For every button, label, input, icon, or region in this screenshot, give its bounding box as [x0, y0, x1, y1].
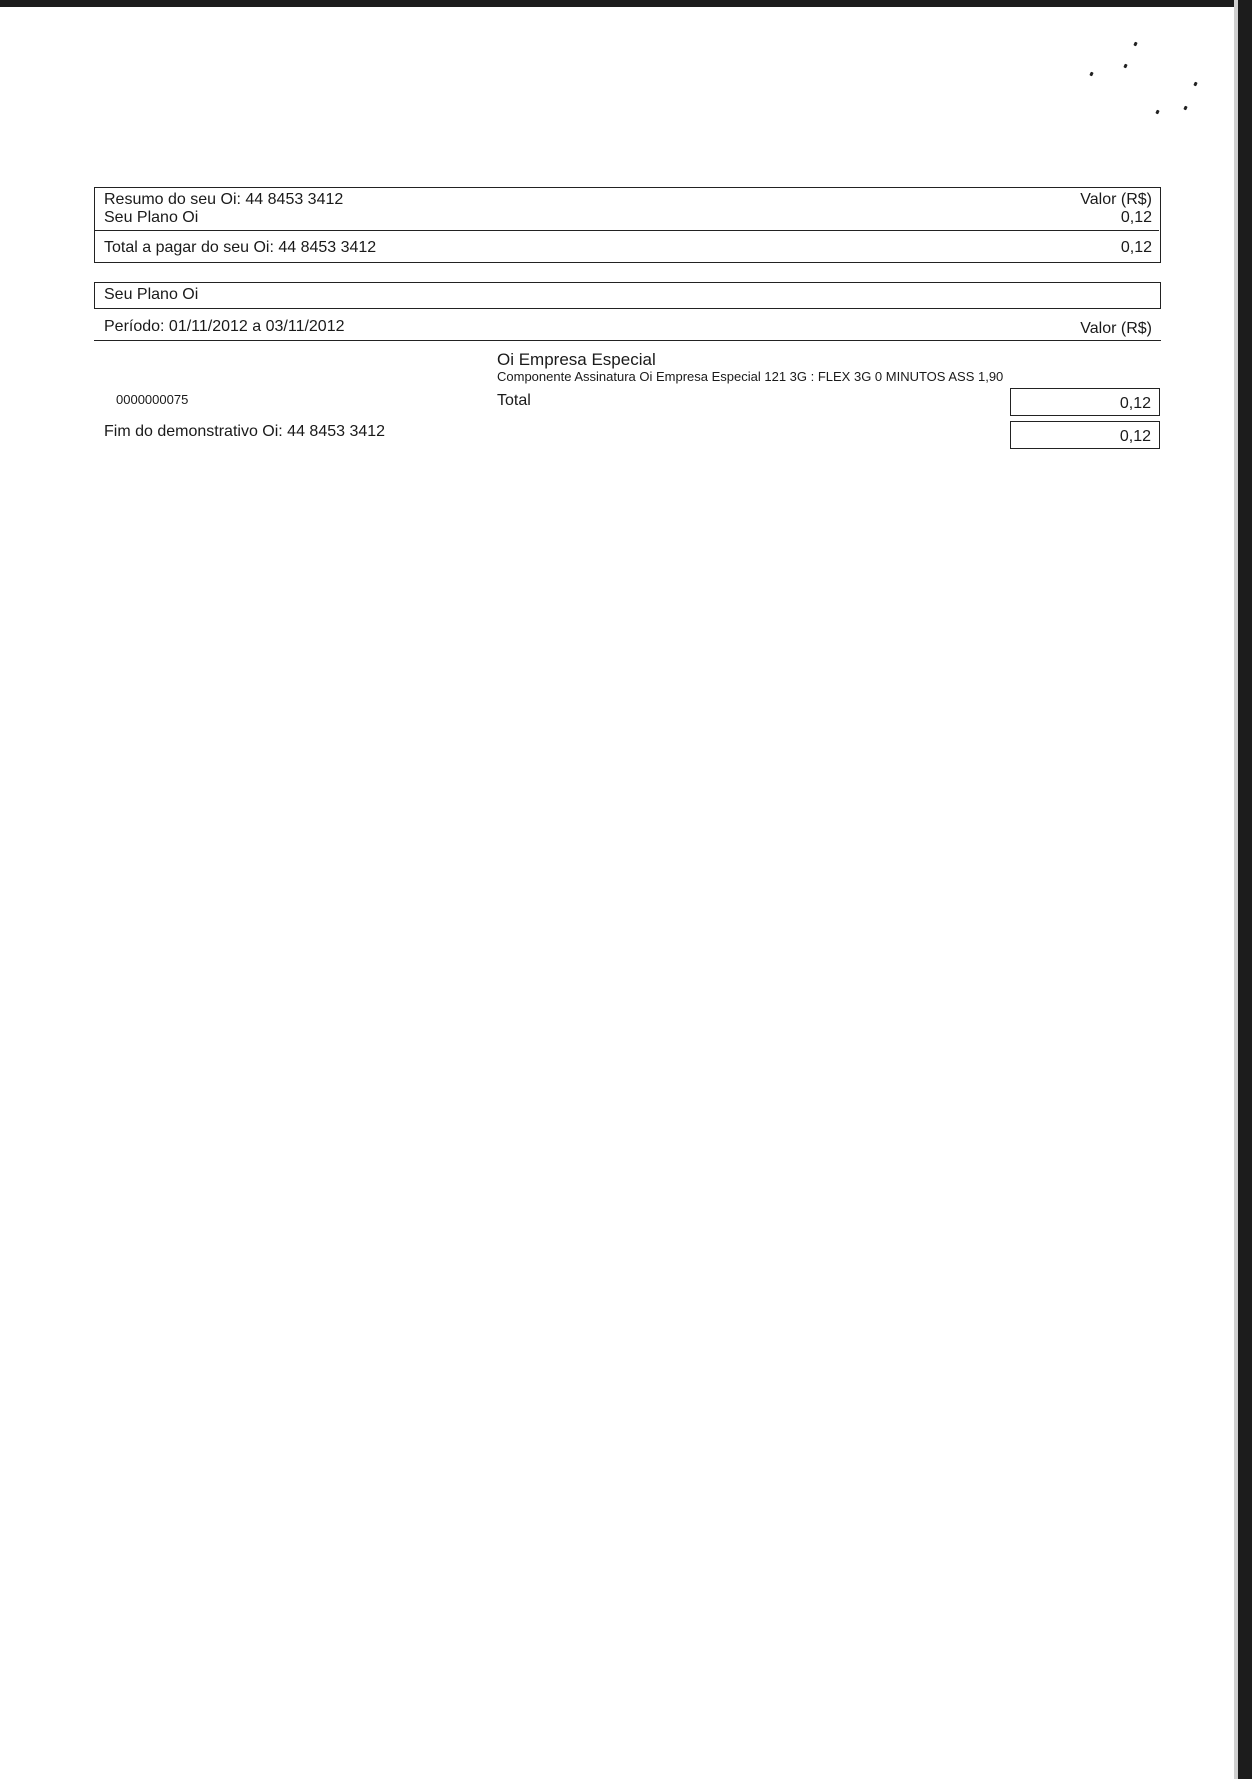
plano-periodo: Período: 01/11/2012 a 03/11/2012 — [104, 318, 345, 335]
plano-component: Componente Assinatura Oi Empresa Especial 121 3G : FLEX 3G 0 MINUTOS ASS 1,90 — [497, 369, 1004, 384]
resumo-total-value: 0,12 — [1120, 239, 1152, 256]
scan-edge-right — [1238, 0, 1252, 1779]
plano-valor-header: Valor (R$) — [1080, 320, 1152, 337]
scan-speck — [1155, 110, 1159, 115]
plano-total-value: 0,12 — [1119, 395, 1151, 412]
plano-periodo-divider — [94, 340, 1161, 341]
fim-label: Fim do demonstrativo Oi: 44 8453 3412 — [104, 423, 386, 440]
resumo-divider — [95, 230, 1159, 231]
fim-total-value: 0,12 — [1119, 428, 1151, 445]
scan-speck — [1193, 82, 1197, 87]
scan-edge-top — [0, 0, 1252, 7]
scan-speck — [1123, 64, 1127, 69]
scan-speck — [1183, 106, 1187, 111]
resumo-title: Resumo do seu Oi: 44 8453 3412 — [104, 191, 344, 208]
scan-speck — [1089, 72, 1093, 77]
resumo-plan-value: 0,12 — [1120, 209, 1152, 226]
plano-product-name: Oi Empresa Especial — [497, 350, 656, 369]
scan-speck — [1133, 42, 1137, 47]
resumo-total-label: Total a pagar do seu Oi: 44 8453 3412 — [104, 239, 377, 256]
plano-total-label: Total — [497, 392, 531, 409]
plano-total-box — [1010, 388, 1160, 416]
resumo-valor-header: Valor (R$) — [1080, 191, 1152, 208]
plano-code: 0000000075 — [116, 392, 189, 407]
plano-section-box — [94, 282, 1161, 309]
plano-section-title: Seu Plano Oi — [104, 286, 199, 303]
fim-total-box — [1010, 421, 1160, 449]
resumo-plan-label: Seu Plano Oi — [104, 209, 199, 226]
